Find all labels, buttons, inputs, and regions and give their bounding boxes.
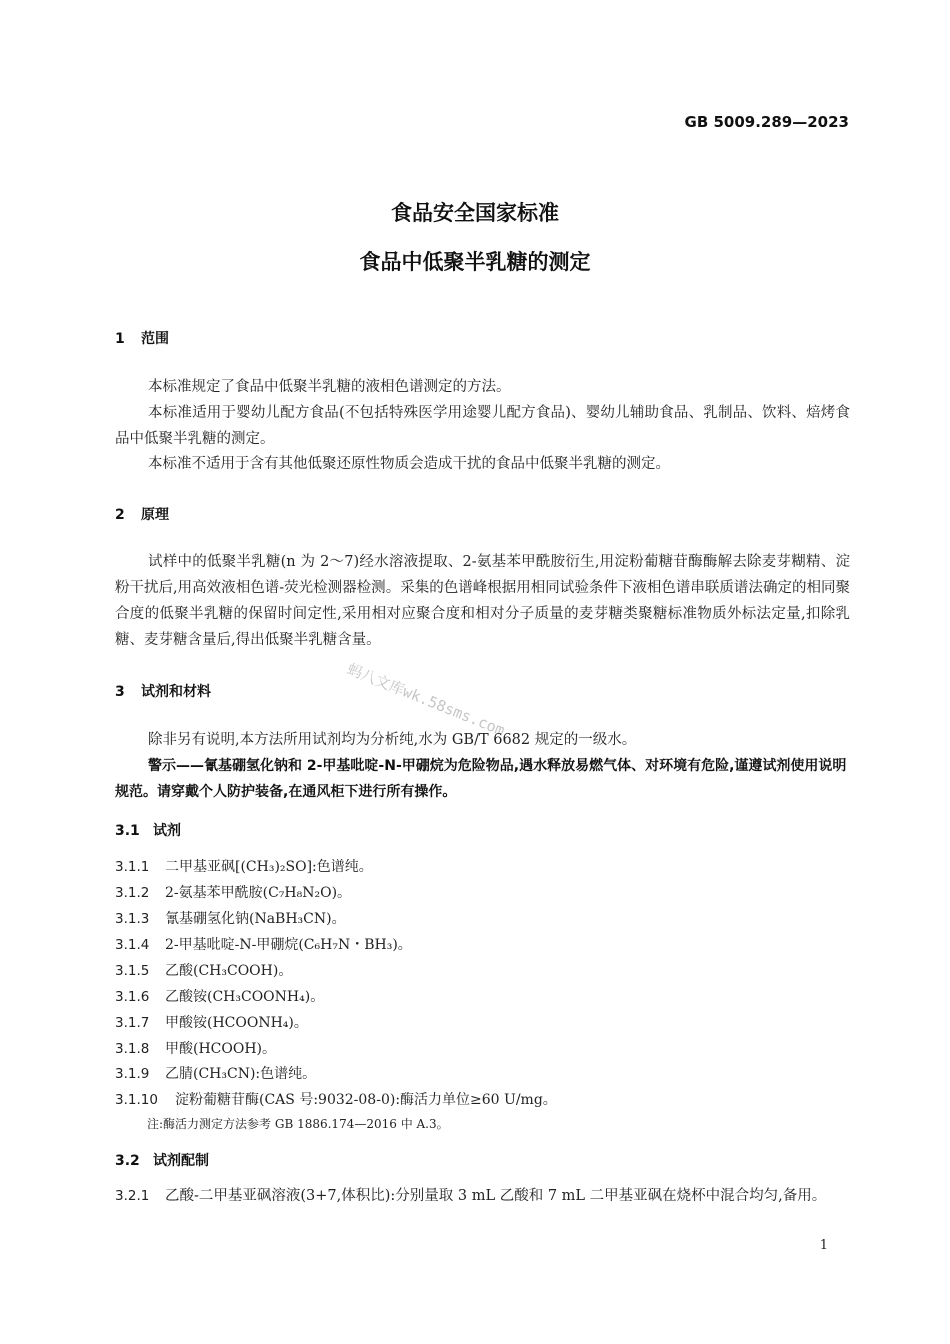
safety-warning: 警示——氰基硼氢化钠和 2-甲基吡啶-N-甲硼烷为危险物品,遇水释放易燃气体、对环境有危险,谨遵试剂使用说明规范。请穿戴个人防护装备,在通风柜下进行所有操作。 [115, 758, 847, 800]
reagent-item [115, 1063, 316, 1083]
item-text: 2-氨基苯甲酰胺(C₇H₈N₂O)。 [165, 885, 352, 901]
item-number: 3.1.3 [115, 911, 150, 927]
note: 注:酶活力测定方法参考 GB 1886.174—2016 中 A.3。 [147, 1117, 449, 1131]
item-number: 3.1.4 [115, 937, 150, 953]
reagent-item [115, 934, 412, 954]
item-text: 淀粉葡糖苷酶(CAS 号:9032-08-0):酶活力单位≥60 U/mg。 [175, 1092, 557, 1108]
reagent-item [115, 986, 324, 1006]
item-text: 乙酸铵(CH₃COONH₄)。 [165, 989, 325, 1005]
prep-item [115, 1183, 850, 1209]
item-number: 3.1.5 [115, 963, 150, 979]
document-title: 食品安全国家标准 [391, 201, 559, 225]
reagent-item [115, 1012, 308, 1032]
item-number: 3.1.7 [115, 1015, 150, 1031]
item-number: 3.1.9 [115, 1066, 150, 1082]
subsection-number: 3.2 [115, 1153, 140, 1169]
scope-paragraph-2: 本标准适用于婴幼儿配方食品(不包括特殊医学用途婴儿配方食品)、婴幼儿辅助食品、乳制品、饮料、焙烤食品中低聚半乳糖的测定。 [115, 405, 850, 447]
item-text: 乙腈(CH₃CN):色谱纯。 [165, 1066, 317, 1082]
reagent-item [115, 960, 292, 980]
principle-paragraph: 试样中的低聚半乳糖(n 为 2～7)经水溶液提取、2-氨基苯甲酰胺衍生,用淀粉葡糖苷酶酶解去除麦芽糊精、淀粉干扰后,用高效液相色谱-荧光检测器检测。采集的色谱峰根据用相同试验条件下液相色谱串联质谱法确定的相同聚合度的低聚半乳糖的保留时间定性,采用相对应聚合度和相对分子质量的麦芽糖类聚糖标准物质外标法定量,扣除乳糖、麦芽糖含量后,得出低聚半乳糖含量。 [115, 554, 850, 648]
scope-paragraph-3: 本标准不适用于含有其他低聚还原性物质会造成干扰的食品中低聚半乳糖的测定。 [148, 456, 670, 472]
item-number: 3.1.10 [115, 1092, 158, 1108]
document-subtitle: 食品中低聚半乳糖的测定 [359, 250, 591, 274]
reagent-item [115, 856, 373, 876]
watermark: 蚂八文库wk.58sms.com [344, 659, 508, 740]
section-heading-reagents-materials [115, 681, 211, 701]
item-text: 甲酸(HCOOH)。 [165, 1041, 277, 1057]
item-number: 3.1.2 [115, 885, 150, 901]
reagent-item [115, 908, 346, 928]
item-text: 甲酸铵(HCOONH₄)。 [165, 1015, 308, 1031]
page-number: 1 [819, 1238, 828, 1253]
section-heading-principle [115, 504, 169, 524]
item-text: 氰基硼氢化钠(NaBH₃CN)。 [165, 911, 346, 927]
subsection-title: 试剂配制 [153, 1153, 209, 1169]
subsection-heading-reagents [115, 820, 181, 840]
subsection-number: 3.1 [115, 823, 140, 839]
section-title: 原理 [141, 507, 169, 523]
item-text: 乙酸-二甲基亚砜溶液(3+7,体积比):分别量取 3 mL 乙酸和 7 mL 二甲基亚砜在烧杯中混合均匀,备用。 [165, 1188, 827, 1204]
reagent-item [115, 1089, 557, 1109]
section-title: 范围 [141, 331, 169, 347]
subsection-heading-reagent-prep [115, 1150, 209, 1170]
item-text: 2-甲基吡啶-N-甲硼烷(C₆H₇N・BH₃)。 [165, 937, 412, 953]
reagent-item [115, 1038, 276, 1058]
section-heading-scope [115, 328, 169, 348]
item-number: 3.2.1 [115, 1188, 150, 1204]
section-number: 3 [115, 684, 125, 700]
reagents-intro-paragraph: 除非另有说明,本方法所用试剂均为分析纯,水为 GB/T 6682 规定的一级水。 [148, 732, 637, 748]
section-number: 1 [115, 331, 125, 347]
scope-paragraph-1: 本标准规定了食品中低聚半乳糖的液相色谱测定的方法。 [148, 379, 511, 395]
reagent-item [115, 882, 351, 902]
standard-number: GB 5009.289—2023 [684, 113, 849, 131]
item-number: 3.1.6 [115, 989, 150, 1005]
section-number: 2 [115, 507, 125, 523]
item-text: 乙酸(CH₃COOH)。 [165, 963, 293, 979]
subsection-title: 试剂 [153, 823, 181, 839]
item-text: 二甲基亚砜[(CH₃)₂SO]:色谱纯。 [165, 859, 373, 875]
item-number: 3.1.8 [115, 1041, 150, 1057]
section-title: 试剂和材料 [141, 684, 211, 700]
item-number: 3.1.1 [115, 859, 150, 875]
